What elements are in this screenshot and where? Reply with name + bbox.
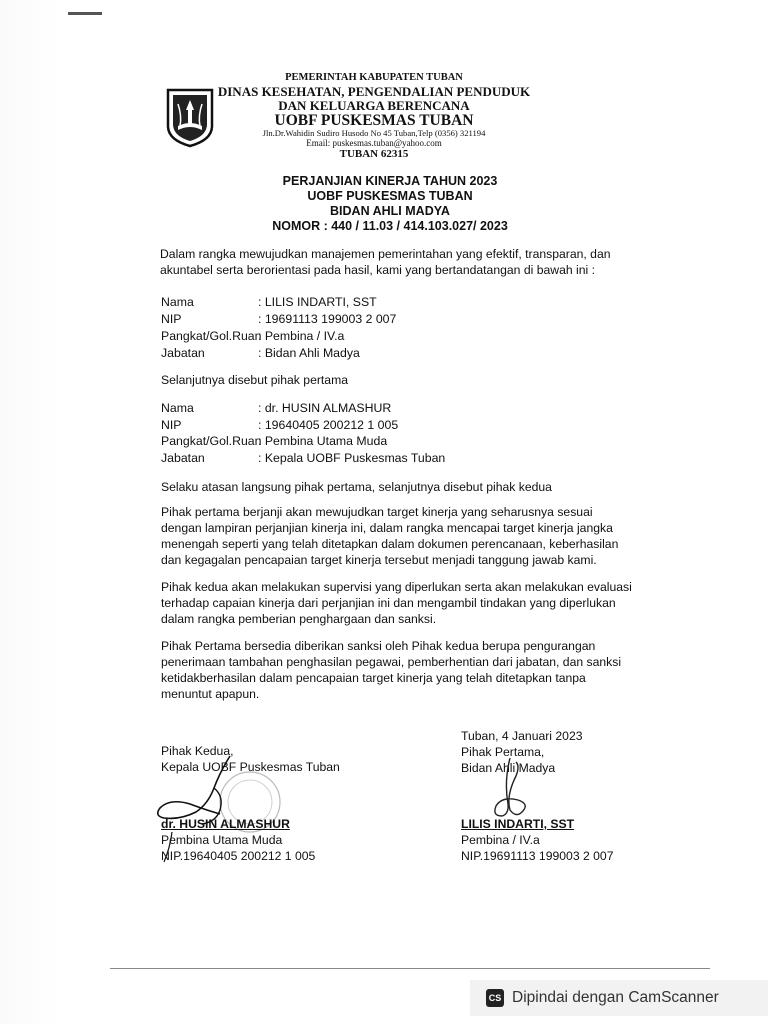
sign-right-name: LILIS INDARTI, SST	[461, 817, 575, 831]
party1-pangkat-label: Pangkat/Gol.Ruan	[161, 329, 262, 343]
party1-jabatan-value: : Bidan Ahli Madya	[258, 346, 360, 360]
sign-left-name: dr. HUSIN ALMASHUR	[161, 817, 290, 831]
party2-jabatan-label: Jabatan	[161, 451, 205, 465]
camscanner-watermark	[470, 980, 768, 1016]
kop-email: Email: puskesmas.tuban@yahoo.com	[306, 138, 442, 148]
party1-nama-label: Nama	[161, 295, 194, 309]
paragraph1-line: Pihak pertama berjanji akan mewujudkan target kinerja yang seharusnya sesuai	[161, 505, 593, 519]
sign-left-rank: Pembina Utama Muda	[161, 833, 283, 847]
scan-corner-mark	[68, 12, 102, 15]
sign-left-role1: Pihak Kedua,	[161, 744, 234, 758]
party2-caption: Selaku atasan langsung pihak pertama, selanjutnya disebut pihak kedua	[161, 480, 552, 494]
sign-right-role1: Pihak Pertama,	[461, 745, 545, 759]
signature-right-icon	[488, 756, 538, 822]
kop-line-2: DINAS KESEHATAN, PENGENDALIAN PENDUDUK	[217, 84, 531, 99]
title-line-4: NOMOR : 440 / 11.03 / 414.103.027/ 2023	[272, 219, 508, 233]
paragraph2-line: dalam rangka pemberian penghargaan dan sanksi.	[161, 612, 437, 626]
kop-address: Jln.Dr.Wahidin Sudiro Husodo No 45 Tuban,Telp (0356) 321194	[262, 128, 486, 138]
party2-nama-label: Nama	[161, 401, 194, 415]
sign-left-role2: Kepala UOBF Puskesmas Tuban	[161, 760, 340, 774]
kop-city: TUBAN 62315	[339, 148, 409, 160]
sign-left-nip: NIP.19640405 200212 1 005	[161, 849, 316, 863]
sign-right-date: Tuban, 4 Januari 2023	[461, 729, 583, 743]
paragraph3-line: ketidakberhasilan dalam pencapaian target kinerja yang telah ditetapkan tanpa	[161, 671, 586, 685]
camscanner-text: Dipindai dengan CamScanner	[512, 989, 719, 1006]
party1-pangkat-value: : Pembina / IV.a	[258, 329, 345, 343]
party2-jabatan-value: : Kepala UOBF Puskesmas Tuban	[258, 451, 446, 465]
title-line-2: UOBF PUSKESMAS TUBAN	[307, 189, 473, 203]
paragraph1-line: dan kegagalan pencapaian target kinerja tersebut menjadi tanggung jawab kami.	[161, 553, 597, 567]
sign-right-role2: Bidan Ahli Madya	[461, 761, 556, 775]
paragraph3-line: menuntut apapun.	[161, 687, 260, 701]
party1-nip-label: NIP	[161, 312, 182, 326]
paragraph3-line: Pihak Pertama bersedia diberikan sanksi oleh Pihak kedua berupa pengurangan	[161, 639, 596, 653]
paragraph1-line: menengah seperti yang telah ditetapkan dalam dokumen perencanaan, keberhasilan	[161, 537, 619, 551]
intro-line-2: akuntabel serta berorientasi pada hasil, kami yang bertandatangan di bawah ini :	[160, 263, 595, 277]
party1-nama-value: : LILIS INDARTI, SST	[258, 295, 377, 309]
party1-jabatan-label: Jabatan	[161, 346, 205, 360]
paragraph3-line: penerimaan tambahan penghasilan pegawai, pemberhentian dari jabatan, dan sanksi	[161, 655, 622, 669]
party2-nip-value: : 19640405 200212 1 005	[258, 418, 399, 432]
kop-line-1: PEMERINTAH KABUPATEN TUBAN	[285, 72, 463, 83]
sign-right-nip: NIP.19691113 199003 2 007	[461, 849, 614, 863]
sign-right-rank: Pembina / IV.a	[461, 833, 540, 847]
paragraph2-line: terhadap capaian kinerja dari perjanjian ini dan mengambil tindakan yang diperlukan	[161, 596, 616, 610]
party2-pangkat-value: : Pembina Utama Muda	[258, 434, 388, 448]
kop-line-3: DAN KELUARGA BERENCANA	[278, 98, 470, 113]
paragraph2-line: Pihak kedua akan melakukan supervisi yang diperlukan serta akan melakukan evaluasi	[161, 580, 632, 594]
party1-nip-value: : 19691113 199003 2 007	[258, 312, 397, 326]
camscanner-logo-icon: CS	[486, 989, 504, 1007]
page-bottom-edge	[110, 968, 710, 969]
title-line-3: BIDAN AHLI MADYA	[330, 204, 450, 218]
paragraph1-line: dengan lampiran perjanjian kinerja ini, dalam rangka mencapai target kinerja jangka	[161, 521, 613, 535]
title-line-1: PERJANJIAN KINERJA TAHUN 2023	[282, 174, 498, 188]
party2-nip-label: NIP	[161, 418, 182, 432]
party2-nama-value: : dr. HUSIN ALMASHUR	[258, 401, 392, 415]
scan-edge-shadow	[0, 0, 60, 1024]
party1-caption: Selanjutnya disebut pihak pertama	[161, 373, 348, 387]
intro-line-1: Dalam rangka mewujudkan manajemen pemerintahan yang efektif, transparan, dan	[160, 247, 611, 261]
party2-pangkat-label: Pangkat/Gol.Ruan	[161, 434, 262, 448]
kop-line-4: UOBF PUSKESMAS TUBAN	[274, 112, 474, 129]
